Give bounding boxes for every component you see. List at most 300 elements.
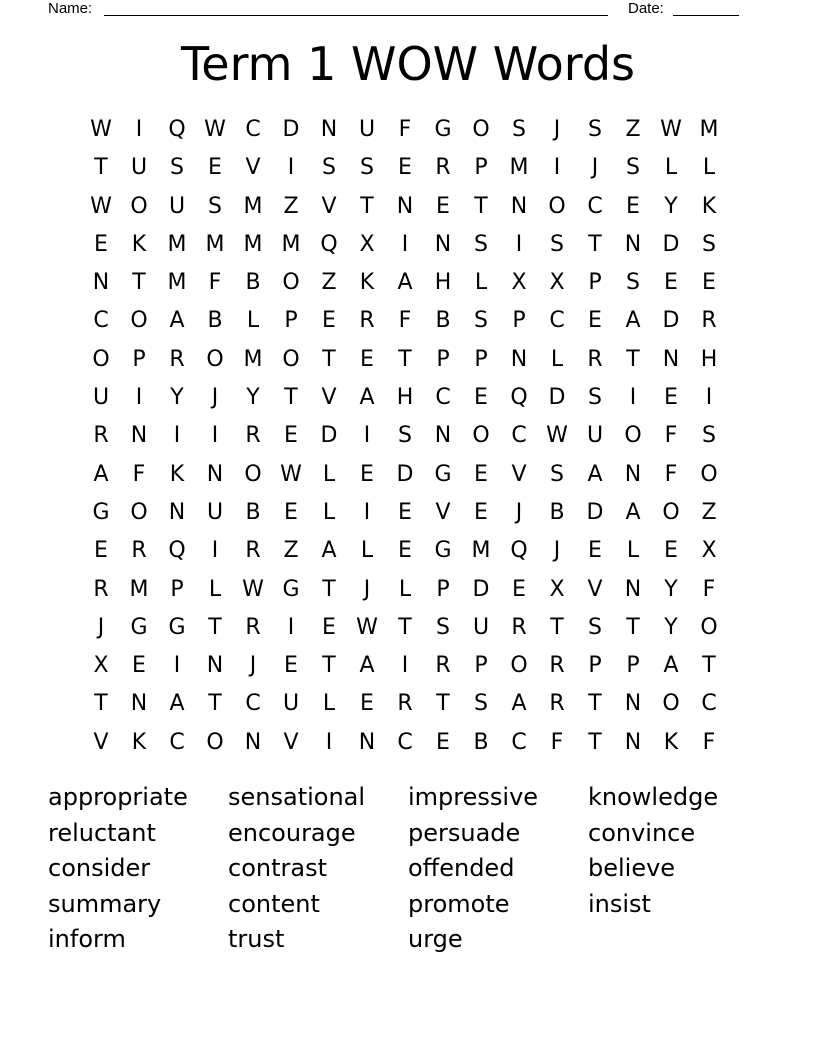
grid-letter: W xyxy=(660,117,682,142)
grid-letter: A xyxy=(359,385,375,411)
grid-letter: P xyxy=(170,576,184,602)
grid-letter: N xyxy=(510,193,528,219)
grid-letter: P xyxy=(436,576,450,602)
grid-letter: Y xyxy=(170,385,184,411)
grid-letter: P xyxy=(588,653,602,679)
grid-letter: B xyxy=(245,270,261,296)
word-bank-item: knowledge xyxy=(588,783,719,811)
grid-letter: K xyxy=(169,461,185,487)
grid-letter: O xyxy=(282,270,300,296)
name-label: Name: xyxy=(48,0,93,17)
grid-letter: I xyxy=(211,423,219,449)
header xyxy=(48,0,748,20)
grid-letter: P xyxy=(474,155,488,181)
grid-letter: E xyxy=(322,614,336,640)
grid-letter: J xyxy=(553,117,561,142)
grid-letter: T xyxy=(550,614,564,640)
grid-letter: T xyxy=(436,691,450,717)
grid-letter: A xyxy=(169,691,185,717)
grid-letter: F xyxy=(208,270,222,296)
grid-letter: A xyxy=(663,653,679,679)
grid-letter: G xyxy=(434,461,452,487)
grid-letter: M xyxy=(509,155,529,181)
grid-letter: P xyxy=(284,308,298,334)
grid-letter: A xyxy=(397,270,413,296)
grid-letter: S xyxy=(208,193,222,219)
grid-letter: N xyxy=(130,423,148,449)
grid-letter: H xyxy=(700,346,718,372)
grid-letter: G xyxy=(434,117,452,142)
grid-letter: M xyxy=(167,270,187,296)
grid-letter: I xyxy=(401,653,409,679)
grid-letter: P xyxy=(474,346,488,372)
grid-letter: X xyxy=(701,538,717,564)
grid-letter: Q xyxy=(510,385,528,411)
grid-letter: T xyxy=(322,653,336,679)
grid-letter: T xyxy=(398,614,412,640)
grid-letter: R xyxy=(93,576,109,602)
grid-letter: W xyxy=(90,193,112,219)
grid-letter: K xyxy=(359,270,375,296)
grid-letter: S xyxy=(626,155,640,181)
grid-letter: C xyxy=(93,308,109,334)
grid-letter: A xyxy=(511,691,527,717)
grid-letter: T xyxy=(474,193,488,219)
grid-letter: R xyxy=(169,346,185,372)
grid-letter: X xyxy=(359,231,375,257)
grid-letter: Z xyxy=(625,117,641,142)
grid-letter: Z xyxy=(321,270,337,296)
letter-grid xyxy=(82,111,728,762)
grid-letter: N xyxy=(624,461,642,487)
grid-letter: E xyxy=(284,423,298,449)
grid-letter: B xyxy=(245,499,261,525)
grid-letter: L xyxy=(322,691,336,717)
grid-letter: I xyxy=(173,653,181,679)
grid-letter: J xyxy=(249,653,257,679)
grid-letter: H xyxy=(434,270,452,296)
grid-letter: N xyxy=(510,346,528,372)
grid-letter: C xyxy=(169,729,185,755)
grid-letter: I xyxy=(287,155,295,181)
grid-letter: X xyxy=(549,576,565,602)
grid-letter: R xyxy=(435,653,451,679)
grid-letter: D xyxy=(320,423,338,449)
grid-letter: T xyxy=(702,653,716,679)
grid-letter: E xyxy=(664,270,678,296)
grid-letter: N xyxy=(434,423,452,449)
grid-letter: G xyxy=(130,614,148,640)
grid-letter: M xyxy=(243,346,263,372)
grid-letter: M xyxy=(243,231,263,257)
grid-letter: A xyxy=(625,308,641,334)
grid-letter: S xyxy=(588,117,602,142)
grid-letter: U xyxy=(168,193,186,219)
grid-letter: F xyxy=(132,461,146,487)
grid-letter: T xyxy=(360,193,374,219)
grid-letter: D xyxy=(282,117,300,142)
grid-letter: X xyxy=(93,653,109,679)
grid-letter: L xyxy=(664,155,678,181)
grid-letter: V xyxy=(245,155,261,181)
word-bank-item: contrast xyxy=(228,854,327,882)
grid-letter: I xyxy=(287,614,295,640)
grid-letter: I xyxy=(629,385,637,411)
grid-letter: O xyxy=(206,729,224,755)
grid-letter: T xyxy=(322,576,336,602)
grid-letter: T xyxy=(626,614,640,640)
grid-letter: C xyxy=(511,729,527,755)
grid-letter: O xyxy=(282,346,300,372)
grid-letter: B xyxy=(549,499,565,525)
grid-letter: S xyxy=(702,423,716,449)
grid-letter: I xyxy=(705,385,713,411)
grid-letter: V xyxy=(587,576,603,602)
grid-letter: A xyxy=(359,653,375,679)
grid-letter: F xyxy=(664,461,678,487)
grid-letter: T xyxy=(94,691,108,717)
word-bank-item: urge xyxy=(408,925,463,953)
grid-letter: E xyxy=(94,538,108,564)
grid-letter: J xyxy=(515,499,523,525)
grid-letter: B xyxy=(435,308,451,334)
grid-letter: M xyxy=(129,576,149,602)
grid-letter: A xyxy=(169,308,185,334)
grid-letter: C xyxy=(587,193,603,219)
grid-letter: L xyxy=(322,461,336,487)
grid-letter: B xyxy=(473,729,489,755)
grid-letter: F xyxy=(702,729,716,755)
grid-letter: R xyxy=(549,691,565,717)
grid-letter: F xyxy=(550,729,564,755)
grid-letter: O xyxy=(244,461,262,487)
grid-letter: P xyxy=(436,346,450,372)
grid-letter: U xyxy=(282,691,300,717)
grid-letter: N xyxy=(206,653,224,679)
grid-letter: G xyxy=(282,576,300,602)
grid-letter: K xyxy=(131,729,147,755)
grid-letter: L xyxy=(398,576,412,602)
grid-letter: U xyxy=(586,423,604,449)
grid-letter: S xyxy=(512,117,526,142)
grid-letter: Z xyxy=(701,499,717,525)
grid-letter: O xyxy=(510,653,528,679)
grid-letter: I xyxy=(173,423,181,449)
grid-letter: L xyxy=(702,155,716,181)
grid-letter: Z xyxy=(283,193,299,219)
grid-letter: O xyxy=(662,499,680,525)
grid-letter: C xyxy=(435,385,451,411)
grid-letter: T xyxy=(588,231,602,257)
grid-letter: E xyxy=(664,538,678,564)
grid-letter: X xyxy=(511,270,527,296)
grid-letter: G xyxy=(92,499,110,525)
grid-letter: O xyxy=(472,423,490,449)
word-bank-item: appropriate xyxy=(48,783,188,811)
grid-letter: N xyxy=(206,461,224,487)
grid-letter: R xyxy=(587,346,603,372)
grid-letter: N xyxy=(130,691,148,717)
grid-letter: I xyxy=(363,423,371,449)
grid-letter: E xyxy=(208,155,222,181)
grid-letter: N xyxy=(244,729,262,755)
grid-letter: A xyxy=(625,499,641,525)
grid-letter: O xyxy=(662,691,680,717)
date-label: Date: xyxy=(628,0,664,17)
grid-letter: T xyxy=(322,346,336,372)
grid-letter: M xyxy=(699,117,719,142)
grid-letter: F xyxy=(398,117,412,142)
grid-letter: O xyxy=(130,308,148,334)
grid-letter: O xyxy=(624,423,642,449)
grid-letter: N xyxy=(624,691,642,717)
grid-letter: E xyxy=(474,461,488,487)
grid-letter: D xyxy=(662,231,680,257)
grid-letter: E xyxy=(588,308,602,334)
grid-letter: T xyxy=(398,346,412,372)
word-bank-item: offended xyxy=(408,854,515,882)
grid-letter: S xyxy=(474,691,488,717)
grid-letter: L xyxy=(474,270,488,296)
grid-letter: V xyxy=(93,729,109,755)
grid-letter: Q xyxy=(510,538,528,564)
grid-letter: W xyxy=(242,576,264,602)
grid-letter: V xyxy=(511,461,527,487)
grid-letter: S xyxy=(360,155,374,181)
grid-letter: S xyxy=(626,270,640,296)
grid-letter: W xyxy=(204,117,226,142)
grid-letter: P xyxy=(474,653,488,679)
grid-letter: E xyxy=(702,270,716,296)
grid-letter: A xyxy=(587,461,603,487)
grid-letter: E xyxy=(664,385,678,411)
word-bank-item: encourage xyxy=(228,818,356,847)
grid-letter: T xyxy=(94,155,108,181)
grid-letter: A xyxy=(93,461,109,487)
word-bank-item: impressive xyxy=(408,783,539,811)
grid-letter: O xyxy=(130,193,148,219)
grid-letter: E xyxy=(626,193,640,219)
grid-letter: E xyxy=(360,461,374,487)
grid-letter: Y xyxy=(246,385,260,411)
grid-letter: E xyxy=(360,691,374,717)
grid-letter: R xyxy=(549,653,565,679)
grid-letter: T xyxy=(208,614,222,640)
grid-letter: K xyxy=(131,231,147,257)
grid-letter: B xyxy=(207,308,223,334)
grid-letter: U xyxy=(206,499,224,525)
word-bank-item: trust xyxy=(228,925,285,953)
grid-letter: K xyxy=(701,193,717,219)
grid-letter: N xyxy=(662,346,680,372)
grid-letter: E xyxy=(474,385,488,411)
grid-letter: J xyxy=(553,538,561,564)
grid-letter: E xyxy=(284,499,298,525)
word-bank-item: inform xyxy=(48,925,126,953)
grid-letter: E xyxy=(436,729,450,755)
grid-letter: W xyxy=(356,614,378,640)
word-bank-item: insist xyxy=(588,889,651,918)
grid-letter: J xyxy=(591,155,599,181)
grid-letter: O xyxy=(700,614,718,640)
grid-letter: E xyxy=(94,231,108,257)
word-bank-item: promote xyxy=(408,889,510,918)
grid-letter: V xyxy=(321,385,337,411)
grid-letter: Y xyxy=(664,614,678,640)
grid-letter: S xyxy=(170,155,184,181)
grid-letter: S xyxy=(550,461,564,487)
word-bank xyxy=(48,780,768,958)
grid-letter: E xyxy=(512,576,526,602)
grid-letter: L xyxy=(208,576,222,602)
grid-letter: V xyxy=(321,193,337,219)
grid-letter: D xyxy=(472,576,490,602)
grid-letter: S xyxy=(474,308,488,334)
word-bank-item: summary xyxy=(48,889,162,918)
grid-letter: N xyxy=(624,231,642,257)
grid-letter: T xyxy=(132,270,146,296)
grid-letter: E xyxy=(398,499,412,525)
grid-letter: R xyxy=(511,614,527,640)
page-title: Term 1 WOW Words xyxy=(180,37,635,91)
grid-letter: S xyxy=(588,614,602,640)
grid-letter: F xyxy=(664,423,678,449)
grid-letter: E xyxy=(588,538,602,564)
grid-letter: E xyxy=(474,499,488,525)
grid-letter: P xyxy=(132,346,146,372)
grid-letter: P xyxy=(626,653,640,679)
grid-letter: N xyxy=(92,270,110,296)
grid-letter: T xyxy=(284,385,298,411)
grid-letter: M xyxy=(281,231,301,257)
grid-letter: L xyxy=(322,499,336,525)
grid-letter: C xyxy=(511,423,527,449)
word-bank-item: sensational xyxy=(228,783,366,811)
grid-letter: E xyxy=(398,155,412,181)
grid-letter: L xyxy=(550,346,564,372)
grid-letter: L xyxy=(246,308,260,334)
word-bank-item: reluctant xyxy=(48,818,156,847)
grid-letter: N xyxy=(434,231,452,257)
grid-letter: F xyxy=(398,308,412,334)
grid-letter: K xyxy=(663,729,679,755)
grid-letter: Q xyxy=(320,231,338,257)
grid-letter: O xyxy=(92,346,110,372)
grid-letter: R xyxy=(245,538,261,564)
grid-letter: W xyxy=(546,423,568,449)
word-bank-item: content xyxy=(228,889,320,918)
grid-letter: Q xyxy=(168,538,186,564)
grid-letter: R xyxy=(131,538,147,564)
grid-letter: N xyxy=(624,729,642,755)
grid-letter: S xyxy=(702,231,716,257)
grid-letter: L xyxy=(360,538,374,564)
grid-letter: D xyxy=(662,308,680,334)
grid-letter: G xyxy=(168,614,186,640)
grid-letter: G xyxy=(434,538,452,564)
grid-letter: I xyxy=(515,231,523,257)
grid-letter: E xyxy=(132,653,146,679)
grid-letter: S xyxy=(474,231,488,257)
grid-letter: R xyxy=(359,308,375,334)
grid-letter: C xyxy=(245,117,261,142)
grid-letter: O xyxy=(130,499,148,525)
grid-letter: V xyxy=(435,499,451,525)
word-bank-item: convince xyxy=(588,818,696,847)
grid-letter: C xyxy=(701,691,717,717)
word-bank-item: persuade xyxy=(408,818,521,847)
grid-letter: I xyxy=(553,155,561,181)
grid-letter: D xyxy=(396,461,414,487)
grid-letter: E xyxy=(322,308,336,334)
grid-letter: P xyxy=(588,270,602,296)
grid-letter: T xyxy=(588,691,602,717)
grid-letter: M xyxy=(243,193,263,219)
grid-letter: S xyxy=(322,155,336,181)
grid-letter: L xyxy=(626,538,640,564)
name-blank xyxy=(104,15,608,16)
grid-letter: E xyxy=(398,538,412,564)
word-bank-item: consider xyxy=(48,854,151,882)
grid-letter: H xyxy=(396,385,414,411)
grid-letter: X xyxy=(549,270,565,296)
grid-letter: E xyxy=(436,193,450,219)
grid-letter: U xyxy=(472,614,490,640)
grid-letter: N xyxy=(396,193,414,219)
grid-letter: D xyxy=(548,385,566,411)
grid-letter: C xyxy=(245,691,261,717)
grid-letter: R xyxy=(701,308,717,334)
grid-letter: N xyxy=(168,499,186,525)
date-blank xyxy=(673,15,739,16)
grid-letter: R xyxy=(93,423,109,449)
grid-letter: R xyxy=(397,691,413,717)
grid-letter: D xyxy=(586,499,604,525)
word-bank-item: believe xyxy=(588,854,676,882)
grid-letter: E xyxy=(284,653,298,679)
grid-letter: P xyxy=(512,308,526,334)
grid-letter: I xyxy=(363,499,371,525)
grid-letter: W xyxy=(90,117,112,142)
grid-letter: J xyxy=(363,576,371,602)
grid-letter: I xyxy=(325,729,333,755)
grid-letter: N xyxy=(624,576,642,602)
grid-letter: S xyxy=(550,231,564,257)
grid-letter: O xyxy=(548,193,566,219)
grid-letter: U xyxy=(92,385,110,411)
grid-letter: I xyxy=(211,538,219,564)
grid-letter: I xyxy=(135,117,143,142)
grid-letter: O xyxy=(472,117,490,142)
grid-letter: S xyxy=(588,385,602,411)
grid-letter: Z xyxy=(283,538,299,564)
grid-letter: U xyxy=(130,155,148,181)
grid-letter: J xyxy=(211,385,219,411)
grid-letter: A xyxy=(321,538,337,564)
grid-letter: O xyxy=(206,346,224,372)
grid-letter: O xyxy=(700,461,718,487)
grid-letter: S xyxy=(436,614,450,640)
grid-letter: M xyxy=(205,231,225,257)
grid-letter: J xyxy=(97,614,105,640)
grid-letter: I xyxy=(401,231,409,257)
grid-letter: R xyxy=(435,155,451,181)
grid-letter: I xyxy=(135,385,143,411)
grid-letter: U xyxy=(358,117,376,142)
grid-letter: R xyxy=(245,423,261,449)
grid-letter: W xyxy=(280,461,302,487)
grid-letter: Y xyxy=(664,576,678,602)
